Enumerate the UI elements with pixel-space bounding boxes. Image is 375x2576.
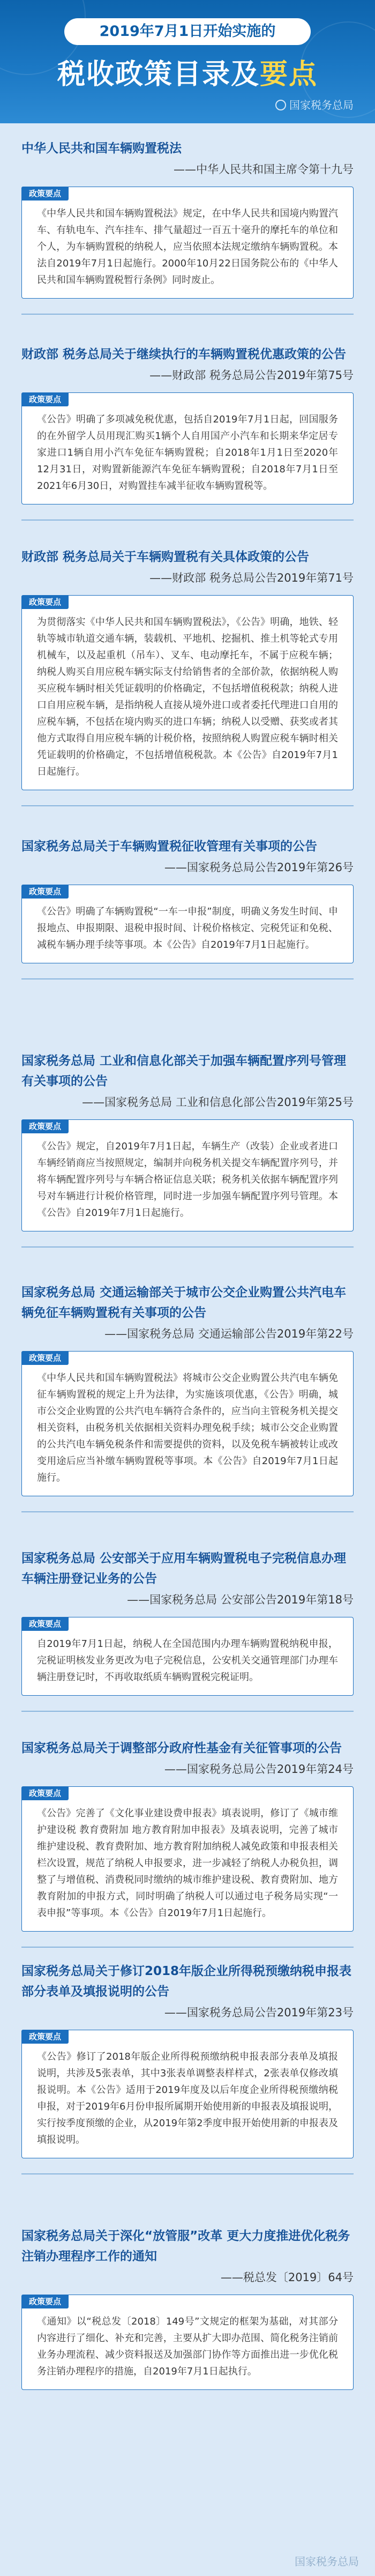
policy-title: 国家税务总局 工业和信息化部关于加强车辆配置序列号管理有关事项的公告 bbox=[21, 1054, 347, 1088]
policy-summary-text: 《公告》明确了多项减免税优惠，包括自2019年7月1日起，回国服务的在外留学人员用现汇购买1辆个人自用国产小汽车和长期来华定居专家进口1辆自用小汽车免征车辆购置税；自2018年1月1日至2020年12月31日，对购置新能源汽车免征车辆购置税；自2018年7月1日至2021年6月30日，对购置挂车减半征收车辆购置税等。 bbox=[37, 414, 338, 492]
header-source bbox=[275, 96, 354, 112]
page-title bbox=[0, 51, 375, 92]
policy-source: ——国家税务总局公告2019年第26号 bbox=[164, 861, 354, 874]
section-divider bbox=[21, 978, 354, 979]
policy-points-tag: 政策要点 bbox=[21, 595, 69, 609]
policy-summary-text: 《公告》完善了《文化事业建设费申报表》填表说明，修订了《城市维护建设税 教育费附加 地方教育附加申报表》及填表说明，完善了城市维护建设税、教育费附加、地方教育附加纳税人减免政策和申报表相关栏次设置，规范了纳税人申报要求，进一步减轻了纳税人办税负担，调整了与增值税、消费税同时缴纳的城市维护建设税、教育费附加、地方教育附加的申报方式，同时明确了纳税人可以通过电子税务局实现“一表申报”等事项。本《公告》自2019年7月1日起施行。 bbox=[37, 1808, 338, 1919]
policy-section bbox=[0, 1961, 375, 2174]
section-divider bbox=[21, 314, 354, 315]
policy-summary-text: 为贯彻落实《中华人民共和国车辆购置税法》，《公告》明确，地铁、轻轨等城市轨道交通车辆，装载机、平地机、挖掘机、推土机等轮式专用机械车，以及起重机（吊车）、叉车、电动摩托车，不属于应税车辆；纳税人购买自用应税车辆实际支付给销售者的全部价款，依据纳税人购买应税车辆时相关凭证载明的价格确定，不包括增值税税款；纳税人进口自用应税车辆，是指纳税人直接从境外进口或者委托代理进口自用的应税车辆，不包括在境内购买的进口车辆；纳税人以受赠、获奖或者其他方式取得自用应税车辆的计税价格，按照纳税人购置应税车辆时相关凭证载明的价格确定，不包括增值税税款。本《公告》自2019年7月1日起施行。 bbox=[37, 617, 338, 777]
policy-title: 国家税务总局关于深化“放管服”改革 更大力度推进优化税务注销办理程序工作的通知 bbox=[21, 2229, 350, 2263]
policy-summary-text: 《公告》修订了2018年版企业所得税预缴纳税申报表部分表单及填报说明，共涉及5张表单，其中3张表单调整表样样式，2张表单仅修改填报说明。本《公告》适用于2019年度及以后年度企业所得税预缴纳税申报，对于2019年6月份申报所属期开始使用新的申报表及填报说明，实行按季度预缴的企业，从2019年第2季度申报开始使用新的申报表及填报说明。 bbox=[37, 2051, 338, 2146]
policy-section bbox=[0, 1282, 375, 1512]
policy-source: ——国家税务总局公告2019年第24号 bbox=[164, 1763, 354, 1776]
policy-summary-box bbox=[21, 1617, 354, 1696]
section-divider bbox=[21, 1947, 354, 1948]
header-subtitle: 2019年7月1日开始实施的 bbox=[64, 18, 311, 45]
title-text: 税收政策目录及 bbox=[57, 58, 260, 91]
header-banner bbox=[0, 0, 375, 123]
policy-title: 国家税务总局关于调整部分政府性基金有关征管事项的公告 bbox=[21, 1741, 342, 1755]
policy-source: ——财政部 税务总局公告2019年第75号 bbox=[149, 369, 354, 382]
policy-section bbox=[0, 344, 375, 521]
policy-section bbox=[0, 138, 375, 315]
tax-bureau-logo-icon bbox=[275, 100, 286, 110]
policy-summary-box bbox=[21, 1786, 354, 1932]
policy-points-tag: 政策要点 bbox=[21, 187, 69, 201]
policy-section bbox=[0, 836, 375, 979]
policy-section bbox=[0, 547, 375, 806]
policy-summary-box bbox=[21, 595, 354, 790]
policy-summary-box bbox=[21, 392, 354, 504]
policy-summary-text: 《中华人民共和国车辆购置税法》规定，在中华人民共和国境内购置汽车、有轨电车、汽车挂车、排气量超过一百五十毫升的摩托车的单位和个人，为车辆购置税的纳税人，应当依照本法规定缴纳车辆购置税。本法自2019年7月1日起施行。2000年10月22日国务院公布的《中华人民共和国车辆购置税暂行条例》同时废止。 bbox=[37, 208, 338, 286]
policy-summary-text: 《公告》明确了车辆购置税“一车一申报”制度，明确义务发生时间、申报地点、申报期限、退税申报时间、计税价格核定、完税凭证和免税、减税车辆办理手续等事项。本《公告》自2019年7月1日起施行。 bbox=[37, 906, 338, 951]
watermark: 国家税务总局 bbox=[295, 2555, 359, 2568]
title-highlight: 要点 bbox=[260, 58, 318, 91]
policy-title: 国家税务总局关于车辆购置税征收管理有关事项的公告 bbox=[21, 840, 317, 853]
policy-points-tag: 政策要点 bbox=[21, 1617, 69, 1631]
policy-summary-box bbox=[21, 2295, 354, 2390]
policy-source: ——国家税务总局 公安部公告2019年第18号 bbox=[127, 1593, 354, 1606]
policy-source: ——国家税务总局 工业和信息化部公告2019年第25号 bbox=[82, 1096, 354, 1109]
policy-points-tag: 政策要点 bbox=[21, 2295, 69, 2308]
policy-points-tag: 政策要点 bbox=[21, 1351, 69, 1365]
policy-source: ——财政部 税务总局公告2019年第71号 bbox=[149, 571, 354, 584]
section-divider bbox=[21, 1711, 354, 1712]
policy-section bbox=[0, 1548, 375, 1712]
policy-summary-box bbox=[21, 885, 354, 963]
policy-source: ——税总发〔2019〕64号 bbox=[220, 2271, 354, 2284]
policy-section bbox=[0, 1051, 375, 1248]
policy-title: 财政部 税务总局关于继续执行的车辆购置税优惠政策的公告 bbox=[21, 347, 347, 361]
policy-summary-text: 自2019年7月1日起，纳税人在全国范围内办理车辆购置税纳税申报，完税证明核发业务更改为电子完税信息，公安机关交通管理部门办理车辆注册登记时，不再收取纸质车辆购置税完税证明。 bbox=[37, 1638, 338, 1683]
policy-summary-box bbox=[21, 1119, 354, 1231]
policy-title: 中华人民共和国车辆购置税法 bbox=[21, 142, 182, 155]
policy-title: 国家税务总局关于修订2018年版企业所得税预缴纳税申报表部分表单及填报说明的公告 bbox=[21, 1964, 352, 1999]
policy-summary-box bbox=[21, 2030, 354, 2158]
policy-source: ——中华人民共和国主席令第十九号 bbox=[174, 163, 354, 176]
section-divider bbox=[21, 805, 354, 806]
policy-points-tag: 政策要点 bbox=[21, 1786, 69, 1800]
policy-source: ——国家税务总局 交通运输部公告2019年第22号 bbox=[104, 1327, 354, 1340]
policy-summary-box bbox=[21, 1351, 354, 1496]
policy-points-tag: 政策要点 bbox=[21, 1119, 69, 1133]
policy-summary-text: 《通知》以“税总发〔2018〕149号”文规定的框架为基础，对其部分内容进行了细化、补充和完善，主要从扩大即办范围、简化税务注销前业务办理流程、减少资料报送及加强部门协作等方面推出进一步优化税务注销办理程序的措施，自2019年7月1日起执行。 bbox=[37, 2316, 338, 2377]
policy-source: ——国家税务总局公告2019年第23号 bbox=[164, 2006, 354, 2019]
section-divider bbox=[21, 519, 354, 521]
policy-points-tag: 政策要点 bbox=[21, 392, 69, 406]
section-divider bbox=[21, 1511, 354, 1512]
policy-title: 国家税务总局 公安部关于应用车辆购置税电子完税信息办理车辆注册登记业务的公告 bbox=[21, 1551, 347, 1586]
policy-points-tag: 政策要点 bbox=[21, 885, 69, 899]
policy-summary-box bbox=[21, 187, 354, 299]
policy-summary-text: 《公告》规定，自2019年7月1日起，车辆生产（改装）企业或者进口车辆经销商应当按照规定，编制并向税务机关提交车辆配置序列号，并将车辆配置序列号与车辆合格证信息关联；税务机关依据车辆配置序列号对车辆进行计税价格管理，同时进一步加强车辆配置序列号管理。本《公告》自2019年7月1日起施行。 bbox=[37, 1141, 338, 1219]
section-divider bbox=[21, 1246, 354, 1248]
section-divider bbox=[21, 2173, 354, 2174]
policy-title: 财政部 税务总局关于车辆购置税有关具体政策的公告 bbox=[21, 550, 310, 564]
header-source-text: 国家税务总局 bbox=[289, 99, 354, 112]
policy-summary-text: 《中华人民共和国车辆购置税法》将城市公交企业购置公共汽电车辆免征车辆购置税的规定上升为法律，为实施该项优惠，《公告》明确，城市公交企业购置的公共汽电车辆符合条件的，应当向主管税务机关提交相关资料，由税务机关依据相关资料办理免税手续；城市公交企业购置的公共汽电车辆免税条件和需要提供的资料，以及免税车辆被转让或改变用途后应当补缴车辆购置税等事项。本《公告》自2019年7月1日起施行。 bbox=[37, 1372, 338, 1483]
policy-title: 国家税务总局 交通运输部关于城市公交企业购置公共汽电车辆免征车辆购置税有关事项的公告 bbox=[21, 1286, 347, 1320]
policy-section bbox=[0, 2226, 375, 2390]
policy-points-tag: 政策要点 bbox=[21, 2030, 69, 2044]
policy-section bbox=[0, 1738, 375, 1948]
